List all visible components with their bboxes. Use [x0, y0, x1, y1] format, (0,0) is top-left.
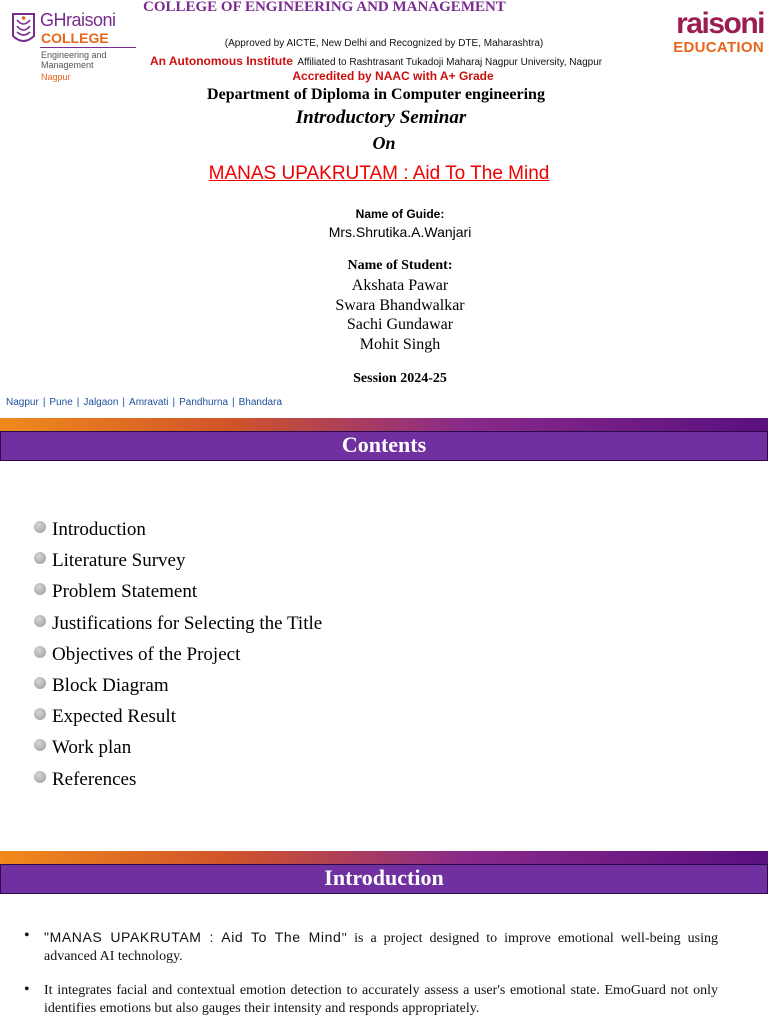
- project-name-inline: MANAS UPAKRUTAM : Aid To The Mind: [49, 929, 342, 945]
- bullet-icon: [34, 739, 46, 751]
- guide-label: Name of Guide:: [355, 207, 445, 221]
- city-item: Jalgaon: [83, 397, 119, 408]
- list-item: [34, 768, 322, 799]
- college-name: COLLEGE OF ENGINEERING AND MANAGEMENT: [143, 0, 506, 15]
- city-separator: |: [122, 397, 126, 408]
- list-item-label: Introduction: [52, 519, 146, 540]
- bullet-icon: [34, 677, 46, 689]
- student-list: [0, 276, 768, 354]
- list-item-label: References: [52, 768, 137, 790]
- city-item: Amravati: [129, 397, 169, 408]
- logo-sub-text: Engineering and Management: [41, 50, 107, 70]
- approval-line: (Approved by AICTE, New Delhi and Recognized by DTE, Maharashtra): [224, 38, 544, 49]
- raisoni-brand-text: raisoni: [676, 7, 764, 40]
- list-item: [34, 549, 322, 580]
- title-slide: [0, 0, 768, 418]
- logo-brand-text: GHraisoni: [40, 10, 116, 30]
- bullet-icon: •: [24, 927, 30, 944]
- bullet-text: It integrates facial and contextual emotion detection to accurately assess a user's emotional state. EmoGuard not only identifies emotions but also gauges their intensity and responds appropriately.: [44, 983, 718, 1016]
- student-name: Mohit Singh: [359, 335, 441, 353]
- city-separator: |: [232, 397, 235, 408]
- city-separator: |: [42, 397, 46, 408]
- list-item-label: Block Diagram: [52, 674, 169, 696]
- education-text: EDUCATION: [673, 39, 764, 56]
- autonomous-text: An Autonomous Institute: [150, 54, 293, 68]
- student-name: Akshata Pawar: [351, 277, 449, 294]
- affiliation-text: Affiliated to Rashtrasant Tukadoji Maharaj Nagpur University, Nagpur: [297, 57, 603, 68]
- list-item: [34, 518, 322, 549]
- list-item: [34, 580, 322, 611]
- project-title: MANAS UPAKRUTAM : Aid To The Mind: [208, 163, 550, 184]
- list-item-label: Objectives of the Project: [52, 643, 241, 665]
- student-name: Sachi Gundawar: [346, 316, 454, 333]
- quote-mark: ": [44, 929, 50, 945]
- list-item: [24, 982, 718, 1018]
- bullet-icon: [34, 583, 46, 595]
- introduction-heading: Introduction: [0, 864, 768, 894]
- bullet-icon: [34, 708, 46, 720]
- list-item-label: Expected Result: [52, 706, 176, 728]
- bullet-icon: [34, 552, 46, 564]
- campus-cities: [6, 397, 282, 408]
- autonomous-line: [150, 52, 602, 70]
- city-separator: |: [76, 397, 80, 408]
- list-item: [34, 674, 322, 705]
- raisoni-education-logo: [644, 8, 764, 64]
- city-item: Nagpur: [6, 397, 39, 408]
- list-item: [34, 643, 322, 674]
- guide-name: Mrs.Shrutika.A.Wanjari: [328, 224, 472, 240]
- session-text: Session 2024-25: [353, 371, 447, 386]
- on-text: On: [372, 133, 396, 153]
- bullet-icon: [34, 521, 46, 533]
- bullet-text: " is a project designed to improve emotional well-being using advanced AI technology.: [44, 931, 719, 964]
- list-item: [24, 928, 718, 966]
- city-item: Bhandara: [238, 397, 283, 408]
- bullet-icon: [34, 615, 46, 627]
- list-item: [34, 736, 322, 767]
- contents-list: [34, 518, 322, 799]
- logo-city-text: Nagpur: [41, 72, 71, 82]
- bullet-icon: [34, 646, 46, 658]
- gradient-band: [0, 851, 768, 865]
- list-item-label: Literature Survey: [52, 550, 186, 572]
- list-item: [34, 705, 322, 736]
- naac-accreditation: Accredited by NAAC with A+ Grade: [292, 69, 494, 83]
- bullet-icon: [34, 771, 46, 783]
- bullet-icon: •: [24, 981, 30, 998]
- contents-heading: Contents: [0, 431, 768, 461]
- list-item-label: Justifications for Selecting the Title: [52, 612, 323, 634]
- logo-college-text: COLLEGE: [41, 30, 109, 46]
- student-name: Swara Bhandwalkar: [335, 296, 465, 314]
- introduction-bullets: [24, 928, 718, 1024]
- city-separator: |: [172, 397, 176, 408]
- department-name: Department of Diploma in Computer engineering: [207, 86, 545, 103]
- list-item-label: Problem Statement: [52, 581, 198, 603]
- list-item: [34, 612, 322, 643]
- city-item: Pune: [49, 397, 73, 408]
- city-item: Pandhurna: [179, 397, 229, 408]
- gradient-band: [0, 418, 768, 432]
- student-label: Name of Student:: [347, 258, 453, 273]
- list-item-label: Work plan: [52, 737, 132, 759]
- seminar-title: Introductory Seminar: [295, 107, 467, 128]
